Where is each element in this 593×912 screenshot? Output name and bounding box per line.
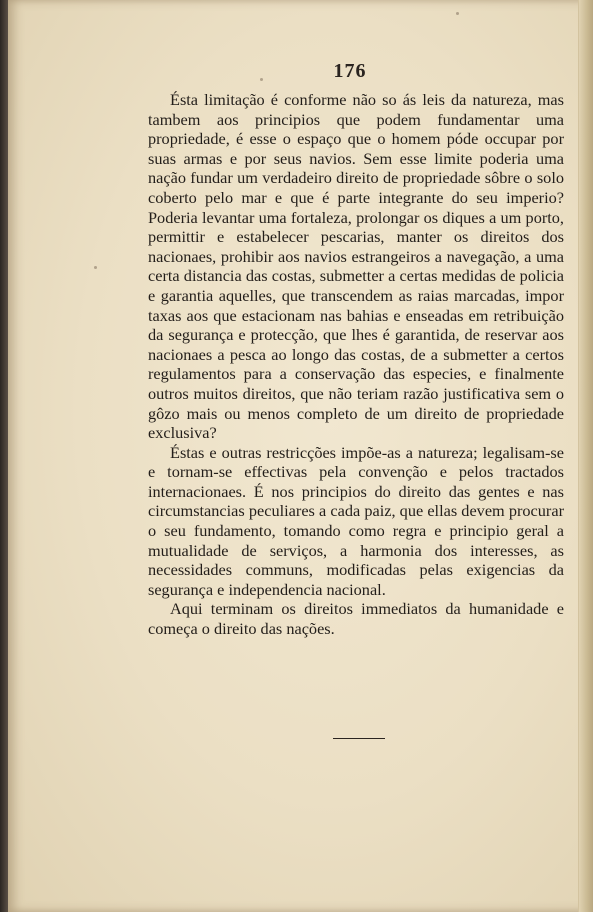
section-end-rule [333,738,385,739]
paragraph: Aqui terminam os direitos immediatos da humanidade e começa o direito das nações. [148,599,564,639]
paper-speck [260,78,263,81]
paragraph: Ésta limitação é conforme não so ás leis da natureza, mas tambem aos principios que podem fundamentar uma propriedade, é esse o espaço que o homem póde occupar por suas armas e por seus navios. Sem esse limite poderia uma nação fundar um verdadeiro direito de propriedade sôbre o solo coberto pelo mar e que é parte integrante do seu imperio? Poderia levantar uma fortaleza, prolongar os diques a um porto, permittir e estabelecer pescarias, manter os direitos dos nacionaes, prohibir aos navios estrangeiros a navegação, a uma certa distancia das costas, submetter a certas medidas de policia e garantia aquelles, que transcendem as raias marcadas, impor taxas aos que estacionam nas bahias e enseadas em retribuição da segurança e protecção, que lhes é garantida, de reservar aos nacionaes a pesca ao longo das costas, de a submetter a certos regulamentos para a conservação das especies, e finalmente outros muitos direitos, que não teriam razão justificativa sem o gôzo mais ou menos completo de um direito de propriedade exclusiva? [148,90,564,443]
paper-speck [456,12,459,15]
book-spine [0,0,8,912]
paper-speck [94,266,97,269]
paragraph: Éstas e outras restricções impõe-as a natureza; legalisam-se e tornam-se effectivas pela convenção e pelos tractados internacionaes. É nos principios do direito das gentes e nas circumstancias peculiares a cada paiz, que ellas devem procurar o seu fundamento, tomando como regra e principio geral a mutualidade de serviços, a harmonia dos interesses, as necessidades communs, modificadas pelas exigencias da segurança e independencia nacional. [148,442,564,599]
body-text [148,90,564,639]
page-edge [578,0,593,912]
page-number: 176 [333,60,367,82]
